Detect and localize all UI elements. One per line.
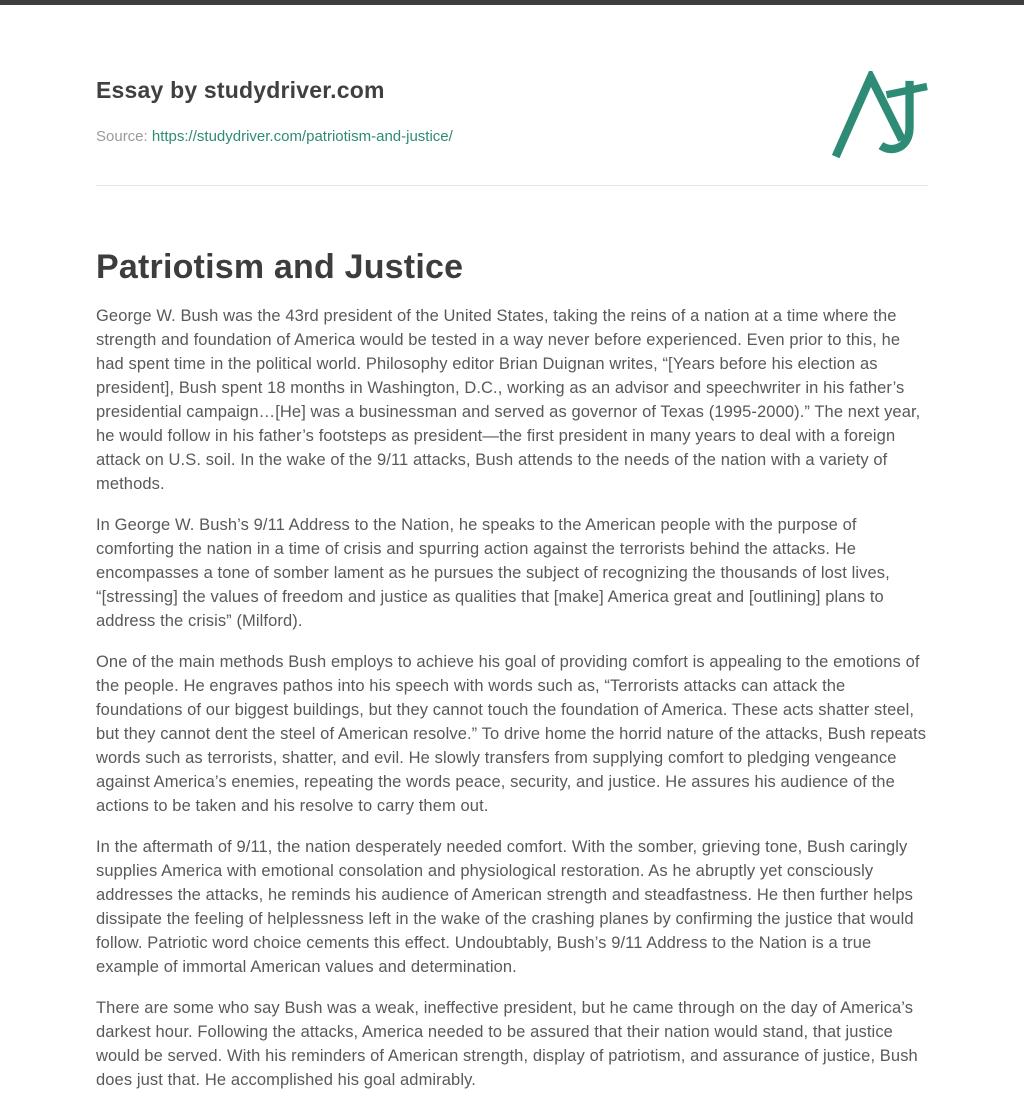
- document-header: [96, 5, 928, 161]
- essay-byline-title: Essay by studydriver.com: [96, 77, 385, 103]
- source-url-link[interactable]: https://studydriver.com/patriotism-and-justice/: [151, 128, 453, 145]
- page-container: [0, 5, 1024, 1092]
- essay-paragraph-3: One of the main methods Bush employs to achieve his goal of providing comfort is appealing to the emotions of the people. He engraves pathos into his speech with words such as, “Terrorists attacks can attack the foundations of our biggest buildings, but they cannot touch the foundation of America. These acts shatter steel, but they cannot dent the steel of American resolve.” To drive home the horrid nature of the attacks, Bush repeats words such as terrorists, shatter, and evil. He slowly transfers from supplying comfort to pledging vengeance against America’s enemies, repeating the words peace, security, and justice. He assures his audience of the actions to be taken and his resolve to carry them out.: [96, 653, 927, 815]
- source-label: Source:: [96, 128, 148, 145]
- source-line: [96, 128, 453, 145]
- essay-paragraph-5: There are some who say Bush was a weak, ineffective president, but he came through on the day of America’s darkest hour. Following the attacks, America needed to be assured that their nation would stand, that justice would be served. With his reminders of American strength, display of patriotism, and assurance of justice, Bush does just that. He accomplished his goal admirably.: [96, 999, 918, 1089]
- header-text-block: [96, 71, 453, 145]
- essay-paragraph-4: In the aftermath of 9/11, the nation desperately needed comfort. With the somber, grieving tone, Bush caringly supplies America with emotional consolation and physiological restoration. As he abruptly yet consciously addresses the attacks, he reminds his audience of American strength and steadfastness. He then further helps dissipate the feeling of helplessness left in the wake of the crashing planes by confirming the justice that would follow. Patriotic word choice cements this effect. Undoubtably, Bush’s 9/11 Address to the Nation is a true example of immortal American values and determination.: [96, 838, 914, 976]
- header-divider: [96, 185, 928, 186]
- studydriver-logo-icon: [832, 71, 928, 161]
- essay-paragraph-2: In George W. Bush’s 9/11 Address to the Nation, he speaks to the American people with the purpose of comforting the nation in a time of crisis and spurring action against the terrorists behind the attacks. He encompasses a tone of somber lament as he pursues the subject of recognizing the thousands of lost lives, “[stressing] the values of freedom and justice as qualities that [make] America great and [outlining] plans to address the crisis” (Milford).: [96, 516, 890, 630]
- essay-body: [96, 304, 928, 1092]
- page-title: Patriotism and Justice: [96, 248, 464, 286]
- essay-paragraph-1: George W. Bush was the 43rd president of the United States, taking the reins of a nation at a time where the strength and foundation of America would be tested in a way never before experienced. Even prior to this, he had spent time in the political world. Philosophy editor Brian Duignan writes, “[Years before his election as president], Bush spent 18 months in Washington, D.C., working as an advisor and speechwriter in his father’s presidential campaign…[He] was a businessman and served as governor of Texas (1995-2000).” The next year, he would follow in his father’s footsteps as president—the first president in many years to deal with a foreign attack on U.S. soil. In the wake of the 9/11 attacks, Bush attends to the needs of the nation with a variety of methods.: [96, 307, 921, 493]
